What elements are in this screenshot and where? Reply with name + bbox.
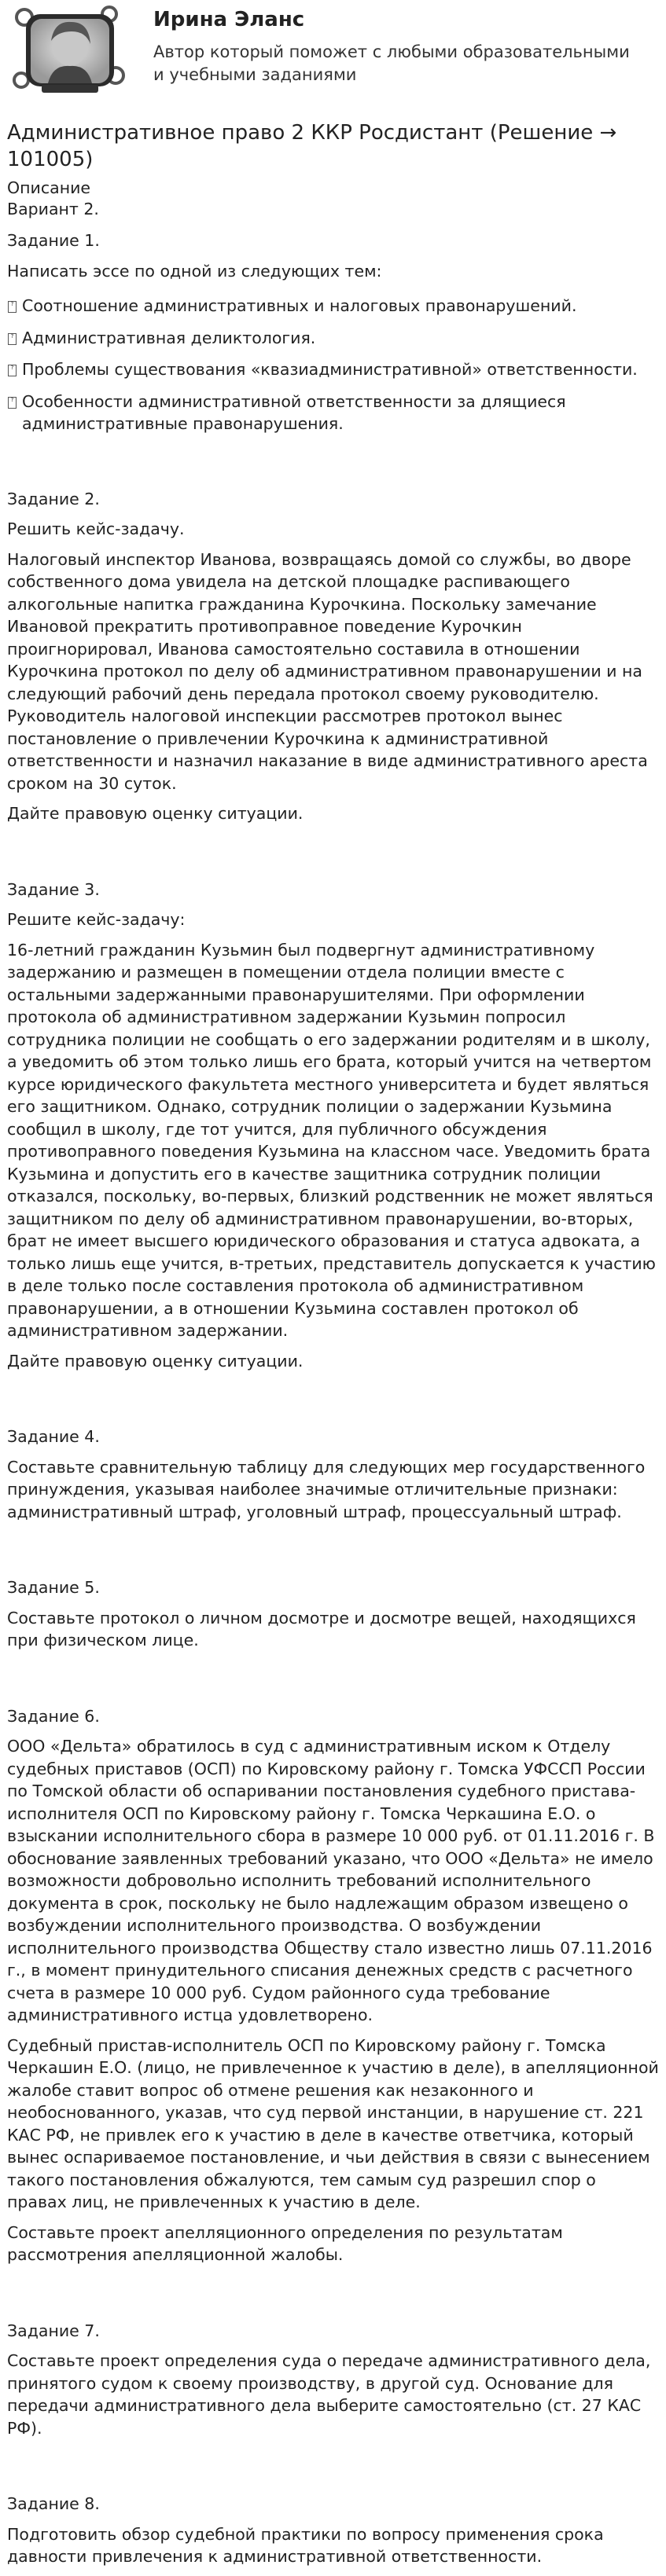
bullet-icon: ? <box>8 333 17 345</box>
task-heading: Задание 5. <box>7 1578 100 1597</box>
task-heading: Задание 6. <box>7 1706 100 1726</box>
task-paragraph: Налоговый инспектор Иванова, возвращаясь домой со службы, во дворе собственного дома увидела на детской площадке распивающего алкогольные напитка гражданина Курочкина. Поскольку замечание Ивановой прекратить противоправное поведение Курочкин проигнорировал, Иванова самостоятельно составила в отношении Курочкина протокол по делу об административном правонарушении и на следующий рабочий день передала протокол своему руководителю. Руководитель налоговой инспекции рассмотрев протокол вынес постановление о привлечении Курочкина к административной ответственности и назначил наказание в виде административного ареста сроком на 30 суток. <box>7 549 648 793</box>
task-paragraph: Дайте правовую оценку ситуации. <box>7 804 304 823</box>
description-label: Описание <box>7 178 91 197</box>
author-header <box>7 0 659 119</box>
task-paragraph: Составьте проект апелляционного определения по результатам рассмотрения апелляционной жалобы. <box>7 2222 563 2264</box>
task-heading: Задание 3. <box>7 879 100 899</box>
task-paragraph: Решить кейс-задачу. <box>7 519 185 538</box>
task-heading: Задание 2. <box>7 489 100 508</box>
author-description: Автор который поможет с любыми образовательными и учебными заданиями <box>153 42 630 84</box>
task-heading: Задание 7. <box>7 2321 100 2340</box>
task-heading: Задание 1. <box>7 231 100 250</box>
task-6 <box>7 1705 659 2266</box>
list-item-text: Проблемы существования «квазиадминистративной» ответственности. <box>22 360 638 379</box>
task-paragraph: Дайте правовую оценку ситуации. <box>7 1351 304 1371</box>
task-7 <box>7 2320 659 2440</box>
list-item <box>7 358 659 381</box>
task-paragraph: Составьте проект определения суда о передаче административного дела, принятого судом к своему производству, в другой суд. Основание для передачи административного дела выберите самостоятельно (ст. 27 КАС РФ). <box>7 2351 651 2438</box>
bullet-icon: ? <box>8 365 17 376</box>
list-item <box>7 295 659 317</box>
bullet-icon: ? <box>8 301 17 313</box>
task-paragraph: Составьте сравнительную таблицу для следующих мер государственного принуждения, указывая наиболее значимые отличительные признаки: административный штраф, уголовный штраф, процессуальный штраф. <box>7 1457 646 1521</box>
variant-label: Вариант 2. <box>7 200 99 218</box>
list-item-text: Особенности административной ответственности за длящиеся административные правонарушения. <box>22 391 566 433</box>
list-item <box>7 327 659 350</box>
task-paragraph: Составьте протокол о личном досмотре и досмотре вещей, находящихся при физическом лице. <box>7 1608 636 1649</box>
task-3 <box>7 879 659 1373</box>
task-paragraph: 16-летний гражданин Кузьмин был подвергнут административному задержанию и размещен в помещении отдела полиции вместе с остальными задержанными правонарушителями. При оформлении протокола об административном задержании Кузьмин попросил сотрудника полиции не сообщать о его задержании родителям и в школу, а уведомить об этом только лишь его брата, который учится на четвертом курсе юридического факультета местного университета и будет являться его защитником. Однако, сотрудник полиции о задержании Кузьмина сообщил в школу, где тот учится, для публичного обсуждения противоправного поведения Кузьмина на классном часе. Уведомить брата Кузьмина и допустить его в качестве защитника сотрудник полиции отказался, поскольку, во-первых, близкий родственник не может являться защитником по делу об административном правонарушении, во-вторых, брат не имеет высшего юридического образования и статуса адвоката, а только лишь еще учится, в-третьих, представитель допускается к участию в деле только после составления протокола об административном правонарушении, а в отношении Кузьмина составлен протокол об административном задержании. <box>7 940 656 1340</box>
task-2 <box>7 488 659 825</box>
task-heading: Задание 4. <box>7 1427 100 1446</box>
task-1 <box>7 229 659 435</box>
task-heading: Задание 8. <box>7 2494 100 2513</box>
task-paragraph: Судебный пристав-исполнитель ОСП по Кировскому району г. Томска Черкашин Е.О. (лицо, не привлеченное к участию в деле), в апелляционной жалобе ставит вопрос об отмене решения как незаконного и необоснованного, указав, что суд первой инстанции, в нарушение ст. 221 КАС РФ, не привлек его к участию в деле в качестве ответчика, который вынес оспариваемое постановление, и чьи действия в связи с вынесением такого постановления обжалуются, тем самым суд разрешил спор о правах лиц, не привлеченных к участию в деле. <box>7 2035 659 2211</box>
author-name: Ирина Эланс <box>153 8 305 31</box>
task-5 <box>7 1576 659 1652</box>
task-paragraph: Решите кейс-задачу: <box>7 910 186 929</box>
task-4 <box>7 1426 659 1523</box>
document-title: Административное право 2 ККР Росдистант (Решение → 101005) <box>7 121 617 171</box>
task-paragraph: Написать эссе по одной из следующих тем: <box>7 261 382 281</box>
list-item-text: Соотношение административных и налоговых правонарушений. <box>22 296 577 315</box>
task-8 <box>7 2493 659 2568</box>
task-paragraph: Подготовить обзор судебной практики по вопросу применения срока давности привлечения к административной ответственности. <box>7 2524 604 2566</box>
list-item-text: Административная деликтология. <box>22 328 316 347</box>
avatar <box>7 3 133 102</box>
bullet-icon: ? <box>8 397 17 409</box>
task-paragraph: ООО «Дельта» обратилось в суд с административным иском к Отделу судебных приставов (ОСП) по Кировскому району г. Томска УФССП России по Томской области об оспаривании постановления судебного пристава-исполнителя ОСП по Кировскому району г. Томска Черкашина Е.О. о взыскании исполнительного сбора в размере 10 000 руб. от 01.11.2016 г. В обоснование заявленных требований указано, что ООО «Дельта» не имело возможности добровольно исполнить требований исполнительного документа в срок, поскольку не было надлежащим образом извещено о возбуждении исполнительного производства. О возбуждении исполнительного производства Обществу стало известно лишь 07.11.2016 г., в момент принудительного списания денежных средств с расчетного счета в размере 10 000 руб. Судом районного суда требование административного истца удовлетворено. <box>7 1737 655 2024</box>
list-item <box>7 391 659 435</box>
document-meta <box>7 178 659 220</box>
